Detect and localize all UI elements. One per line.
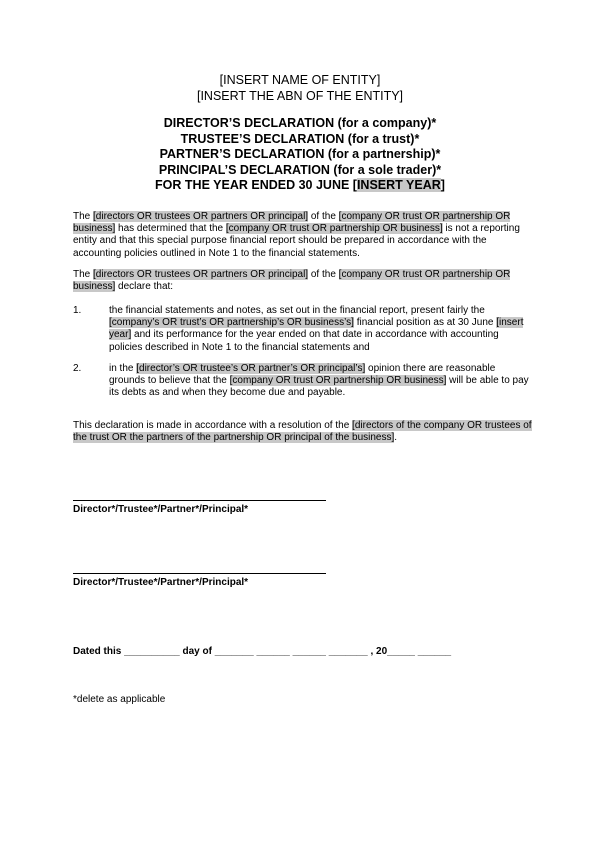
entity-abn: [INSERT THE ABN OF THE ENTITY] — [196, 89, 404, 103]
placeholder-entity-type: [company OR trust OR partnership OR business] — [229, 375, 447, 387]
placeholder-entity-type: [company OR trust OR partnership OR business] — [73, 211, 511, 235]
signature-line-1 — [73, 500, 326, 501]
paragraph-declare: The [directors OR trustees OR partners OR principal] of the [company OR trust OR partnership OR business] declare that: — [73, 269, 511, 293]
placeholder-governing-body: [directors OR trustees OR partners OR principal] — [93, 269, 309, 280]
paragraph-resolution: This declaration is made in accordance with a resolution of the [directors of the company OR trustees of the trust OR the partners of the partnership OR principal of the business]. — [73, 420, 532, 444]
entity-header — [0, 72, 600, 104]
signature-label-1: Director*/Trustee*/Partner*/Principal* — [73, 504, 249, 515]
title-trustees: TRUSTEE’S DECLARATION (for a trust)* — [180, 131, 420, 146]
placeholder-entity-type: [company OR trust OR partnership OR business] — [225, 223, 443, 235]
placeholder-entity-possessive: [company’s OR trust’s OR partnership’s OR business’s] — [109, 317, 354, 329]
title-year-ended: FOR THE YEAR ENDED 30 JUNE [INSERT YEAR] — [155, 178, 445, 192]
placeholder-entity-type: [company OR trust OR partnership OR business] — [73, 269, 511, 293]
insert-year-placeholder: INSERT YEAR — [356, 178, 441, 192]
declaration-item-solvency: in the [director’s OR trustee’s OR partner’s OR principal’s] opinion there are reasonable grounds to believe that the [company OR trust OR partnership OR business] will be able to pay its debts as and when they become due and payable. — [109, 363, 529, 399]
signature-label-2: Director*/Trustee*/Partner*/Principal* — [73, 577, 249, 588]
item-number: 2. — [73, 363, 82, 374]
placeholder-governing-body: [directors OR trustees OR partners OR principal] — [93, 211, 309, 222]
placeholder-governing-body-possessive: [director’s OR trustee’s OR partner’s OR principal’s] — [136, 363, 366, 374]
title-partners: PARTNER’S DECLARATION (for a partnership)* — [159, 147, 441, 161]
entity-name: [INSERT NAME OF ENTITY] — [219, 73, 381, 87]
placeholder-resolution-body: [directors of the company OR trustees of the trust OR the partners of the partnership OR principal of the business] — [73, 420, 532, 444]
dated-line: Dated this __________ day of _______ ______ ______ _______ , 20_____ ______ — [73, 646, 452, 657]
declaration-titles — [0, 116, 600, 194]
declaration-item-financial-position: the financial statements and notes, as set out in the financial report, present fairly the [company’s OR trust’s OR partnership’s OR business’s] financial position as at 30 June [insert year] and its performance for the year ended on that date in accordance with accounting policies described in Note 1 to the financial statements and — [109, 305, 524, 353]
signature-line-2 — [73, 573, 326, 574]
title-principals: PRINCIPAL’S DECLARATION (for a sole trader)* — [158, 162, 442, 177]
item-number: 1. — [73, 305, 82, 316]
paragraph-determination: The [directors OR trustees OR partners OR principal] of the [company OR trust OR partnership OR business] has determined that the [company OR trust OR partnership OR business] is not a reporting entity and that this special purpose financial report should be prepared in accordance with the accounting policies outlined in Note 1 to the financial statements. — [73, 211, 520, 259]
placeholder-insert-year: [insert year] — [109, 317, 524, 341]
title-directors: DIRECTOR’S DECLARATION (for a company)* — [163, 116, 437, 130]
footnote: *delete as applicable — [73, 694, 166, 705]
